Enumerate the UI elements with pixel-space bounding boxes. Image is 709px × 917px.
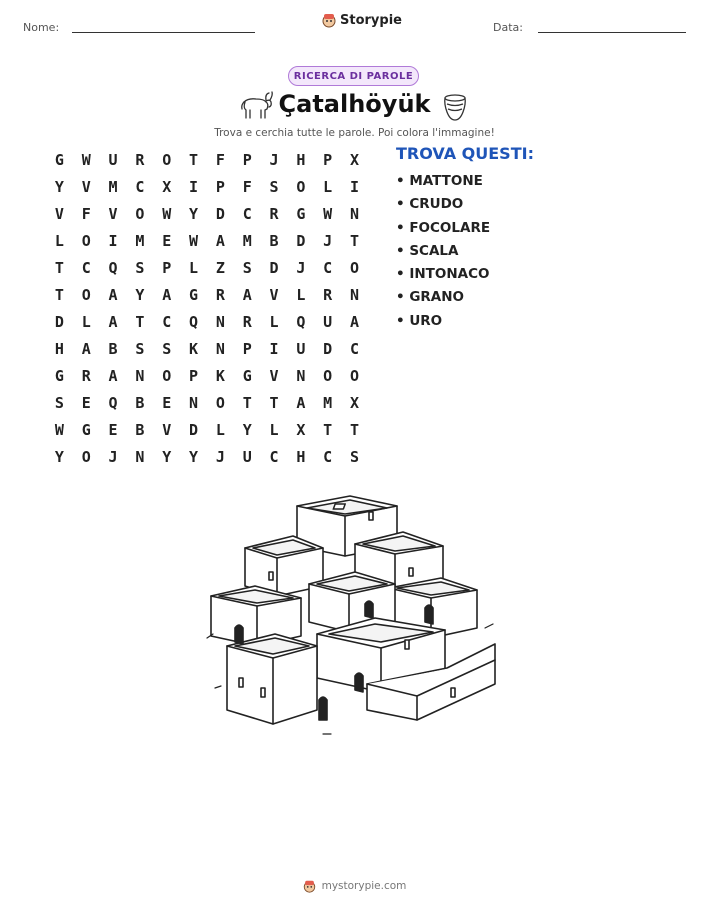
grid-cell[interactable]: U bbox=[242, 447, 252, 466]
grid-cell[interactable]: B bbox=[135, 393, 145, 412]
grid-cell[interactable]: F bbox=[81, 204, 91, 223]
grid-cell[interactable]: C bbox=[135, 177, 145, 196]
grid-cell[interactable]: C bbox=[81, 258, 91, 277]
grid-cell[interactable]: I bbox=[350, 177, 360, 196]
catalhoyuk-houses-illustration[interactable] bbox=[205, 488, 505, 750]
grid-cell[interactable]: B bbox=[135, 420, 145, 439]
grid-cell[interactable]: D bbox=[269, 258, 279, 277]
grid-cell[interactable]: U bbox=[108, 150, 118, 169]
grid-cell[interactable]: X bbox=[350, 393, 360, 412]
grid-cell[interactable]: A bbox=[108, 312, 118, 331]
grid-cell[interactable]: S bbox=[135, 258, 145, 277]
grid-cell[interactable]: N bbox=[296, 366, 306, 385]
grid-cell[interactable]: H bbox=[54, 339, 64, 358]
grid-cell[interactable]: Q bbox=[108, 393, 118, 412]
grid-cell[interactable]: E bbox=[162, 231, 172, 250]
grid-cell[interactable]: O bbox=[81, 447, 91, 466]
grid-cell[interactable]: C bbox=[242, 204, 252, 223]
grid-cell[interactable]: K bbox=[189, 339, 199, 358]
grid-cell[interactable]: O bbox=[162, 150, 172, 169]
grid-cell[interactable]: O bbox=[135, 204, 145, 223]
grid-cell[interactable]: C bbox=[162, 312, 172, 331]
grid-cell[interactable]: A bbox=[162, 285, 172, 304]
grid-cell[interactable]: S bbox=[242, 258, 252, 277]
grid-cell[interactable]: R bbox=[269, 204, 279, 223]
grid-cell[interactable]: N bbox=[215, 339, 225, 358]
grid-cell[interactable]: T bbox=[135, 312, 145, 331]
grid-cell[interactable]: I bbox=[189, 177, 199, 196]
grid-cell[interactable]: W bbox=[54, 420, 64, 439]
grid-cell[interactable]: C bbox=[350, 339, 360, 358]
grid-row bbox=[46, 146, 368, 173]
grid-cell[interactable]: L bbox=[54, 231, 64, 250]
grid-cell[interactable]: T bbox=[350, 420, 360, 439]
grid-cell[interactable]: T bbox=[269, 393, 279, 412]
grid-cell[interactable]: S bbox=[54, 393, 64, 412]
grid-cell[interactable]: I bbox=[108, 231, 118, 250]
word-list-item: • SCALA bbox=[396, 242, 459, 259]
storypie-logo-icon bbox=[322, 12, 336, 28]
grid-cell[interactable]: G bbox=[296, 204, 306, 223]
grid-cell[interactable]: N bbox=[135, 366, 145, 385]
grid-cell[interactable]: E bbox=[108, 420, 118, 439]
grid-cell[interactable]: T bbox=[54, 285, 64, 304]
name-line[interactable] bbox=[72, 32, 255, 33]
grid-cell[interactable]: A bbox=[350, 312, 360, 331]
grid-cell[interactable]: P bbox=[215, 177, 225, 196]
grid-cell[interactable]: F bbox=[215, 150, 225, 169]
grid-cell[interactable]: A bbox=[81, 339, 91, 358]
grid-cell[interactable]: F bbox=[242, 177, 252, 196]
grid-cell[interactable]: A bbox=[108, 285, 118, 304]
footer bbox=[0, 879, 709, 893]
grid-row bbox=[46, 227, 368, 254]
word-list-heading: TROVA QUESTI: bbox=[396, 144, 534, 163]
grid-cell[interactable]: O bbox=[296, 177, 306, 196]
grid-cell[interactable]: A bbox=[215, 231, 225, 250]
grid-cell[interactable]: P bbox=[189, 366, 199, 385]
grid-cell[interactable]: G bbox=[242, 366, 252, 385]
grid-cell[interactable]: L bbox=[269, 420, 279, 439]
grid-cell[interactable]: C bbox=[323, 258, 333, 277]
grid-row bbox=[46, 443, 368, 470]
clay-pot-icon bbox=[440, 92, 470, 122]
brand-name: Storypie bbox=[340, 12, 402, 28]
grid-cell[interactable]: H bbox=[296, 150, 306, 169]
grid-cell[interactable]: Q bbox=[189, 312, 199, 331]
grid-cell[interactable]: L bbox=[323, 177, 333, 196]
grid-cell[interactable]: L bbox=[296, 285, 306, 304]
word-list bbox=[396, 170, 490, 333]
grid-cell[interactable]: O bbox=[215, 393, 225, 412]
grid-cell[interactable]: Z bbox=[215, 258, 225, 277]
grid-row bbox=[46, 335, 368, 362]
grid-cell[interactable]: S bbox=[135, 339, 145, 358]
footer-url[interactable]: mystorypie.com bbox=[321, 880, 407, 892]
word-search-grid[interactable] bbox=[46, 146, 368, 470]
grid-cell[interactable]: L bbox=[189, 258, 199, 277]
date-line[interactable] bbox=[538, 32, 686, 33]
grid-cell[interactable]: C bbox=[323, 447, 333, 466]
grid-cell[interactable]: O bbox=[162, 366, 172, 385]
grid-cell[interactable]: T bbox=[54, 258, 64, 277]
grid-cell[interactable]: W bbox=[189, 231, 199, 250]
grid-cell[interactable]: G bbox=[189, 285, 199, 304]
grid-cell[interactable]: R bbox=[81, 366, 91, 385]
grid-cell[interactable]: N bbox=[135, 447, 145, 466]
grid-cell[interactable]: R bbox=[135, 150, 145, 169]
grid-row bbox=[46, 416, 368, 443]
grid-cell[interactable]: X bbox=[350, 150, 360, 169]
grid-row bbox=[46, 254, 368, 281]
grid-row bbox=[46, 308, 368, 335]
grid-cell[interactable]: P bbox=[323, 150, 333, 169]
word-list-item: • CRUDO bbox=[396, 196, 464, 213]
grid-cell[interactable]: L bbox=[269, 312, 279, 331]
grid-cell[interactable]: M bbox=[108, 177, 118, 196]
grid-cell[interactable]: Y bbox=[135, 285, 145, 304]
grid-cell[interactable]: O bbox=[323, 366, 333, 385]
grid-cell[interactable]: J bbox=[296, 258, 306, 277]
grid-cell[interactable]: N bbox=[350, 204, 360, 223]
grid-cell[interactable]: Y bbox=[54, 447, 64, 466]
grid-cell[interactable]: P bbox=[242, 339, 252, 358]
grid-cell[interactable]: Y bbox=[189, 447, 199, 466]
grid-cell[interactable]: W bbox=[323, 204, 333, 223]
grid-cell[interactable]: G bbox=[54, 366, 64, 385]
grid-row bbox=[46, 362, 368, 389]
grid-cell[interactable]: O bbox=[81, 231, 91, 250]
grid-cell[interactable]: B bbox=[108, 339, 118, 358]
grid-cell[interactable]: O bbox=[81, 285, 91, 304]
grid-cell[interactable]: M bbox=[323, 393, 333, 412]
grid-cell[interactable]: J bbox=[108, 447, 118, 466]
grid-cell[interactable]: T bbox=[350, 231, 360, 250]
grid-cell[interactable]: A bbox=[296, 393, 306, 412]
grid-cell[interactable]: V bbox=[108, 204, 118, 223]
instructions: Trova e cerchia tutte le parole. Poi colora l'immagine! bbox=[214, 127, 495, 139]
grid-cell[interactable]: D bbox=[323, 339, 333, 358]
grid-cell[interactable]: J bbox=[269, 150, 279, 169]
brand bbox=[322, 12, 402, 28]
grid-cell[interactable]: R bbox=[215, 285, 225, 304]
grid-cell[interactable]: D bbox=[215, 204, 225, 223]
grid-cell[interactable]: T bbox=[242, 393, 252, 412]
grid-cell[interactable]: S bbox=[269, 177, 279, 196]
grid-cell[interactable]: U bbox=[323, 312, 333, 331]
grid-cell[interactable]: N bbox=[189, 393, 199, 412]
grid-cell[interactable]: L bbox=[215, 420, 225, 439]
storypie-logo-icon bbox=[303, 879, 316, 893]
grid-cell[interactable]: V bbox=[54, 204, 64, 223]
name-label: Nome: bbox=[23, 21, 60, 34]
grid-cell[interactable]: N bbox=[350, 285, 360, 304]
grid-cell[interactable]: Y bbox=[189, 204, 199, 223]
grid-cell[interactable]: T bbox=[323, 420, 333, 439]
grid-cell[interactable]: Y bbox=[242, 420, 252, 439]
grid-cell[interactable]: G bbox=[81, 420, 91, 439]
grid-cell[interactable]: N bbox=[215, 312, 225, 331]
activity-badge: RICERCA DI PAROLE bbox=[288, 66, 419, 86]
grid-cell[interactable]: I bbox=[269, 339, 279, 358]
grid-cell[interactable]: D bbox=[189, 420, 199, 439]
grid-cell[interactable]: T bbox=[189, 150, 199, 169]
grid-cell[interactable]: Y bbox=[162, 447, 172, 466]
grid-cell[interactable]: O bbox=[350, 366, 360, 385]
grid-cell[interactable]: V bbox=[162, 420, 172, 439]
grid-cell[interactable]: M bbox=[242, 231, 252, 250]
grid-row bbox=[46, 389, 368, 416]
grid-cell[interactable]: M bbox=[135, 231, 145, 250]
grid-cell[interactable]: L bbox=[81, 312, 91, 331]
grid-cell[interactable]: Q bbox=[296, 312, 306, 331]
grid-cell[interactable]: K bbox=[215, 366, 225, 385]
grid-cell[interactable]: R bbox=[242, 312, 252, 331]
grid-cell[interactable]: W bbox=[81, 150, 91, 169]
grid-cell[interactable]: S bbox=[350, 447, 360, 466]
grid-cell[interactable]: E bbox=[162, 393, 172, 412]
grid-cell[interactable]: C bbox=[269, 447, 279, 466]
word-list-item: • URO bbox=[396, 312, 443, 329]
word-list-item: • GRANO bbox=[396, 289, 465, 306]
grid-cell[interactable]: R bbox=[323, 285, 333, 304]
grid-cell[interactable]: E bbox=[81, 393, 91, 412]
grid-cell[interactable]: J bbox=[323, 231, 333, 250]
word-list-item: • MATTONE bbox=[396, 173, 483, 189]
grid-cell[interactable]: W bbox=[162, 204, 172, 223]
grid-cell[interactable]: V bbox=[81, 177, 91, 196]
grid-cell[interactable]: J bbox=[215, 447, 225, 466]
grid-cell[interactable]: P bbox=[162, 258, 172, 277]
word-list-item: • INTONACO bbox=[396, 266, 490, 283]
grid-cell[interactable]: X bbox=[162, 177, 172, 196]
page-title: Çatalhöyük bbox=[278, 90, 431, 118]
grid-cell[interactable]: U bbox=[296, 339, 306, 358]
grid-cell[interactable]: B bbox=[269, 231, 279, 250]
grid-cell[interactable]: V bbox=[269, 285, 279, 304]
grid-cell[interactable]: X bbox=[296, 420, 306, 439]
grid-row bbox=[46, 281, 368, 308]
grid-cell[interactable]: S bbox=[162, 339, 172, 358]
grid-row bbox=[46, 200, 368, 227]
grid-cell[interactable]: V bbox=[269, 366, 279, 385]
grid-cell[interactable]: A bbox=[108, 366, 118, 385]
word-list-item: • FOCOLARE bbox=[396, 219, 491, 236]
grid-cell[interactable]: D bbox=[54, 312, 64, 331]
grid-cell[interactable]: P bbox=[242, 150, 252, 169]
grid-row bbox=[46, 173, 368, 200]
grid-cell[interactable]: G bbox=[54, 150, 64, 169]
grid-cell[interactable]: Q bbox=[108, 258, 118, 277]
grid-cell[interactable]: H bbox=[296, 447, 306, 466]
grid-cell[interactable]: O bbox=[350, 258, 360, 277]
date-label: Data: bbox=[493, 21, 523, 34]
grid-cell[interactable]: Y bbox=[54, 177, 64, 196]
grid-cell[interactable]: D bbox=[296, 231, 306, 250]
grid-cell[interactable]: A bbox=[242, 285, 252, 304]
